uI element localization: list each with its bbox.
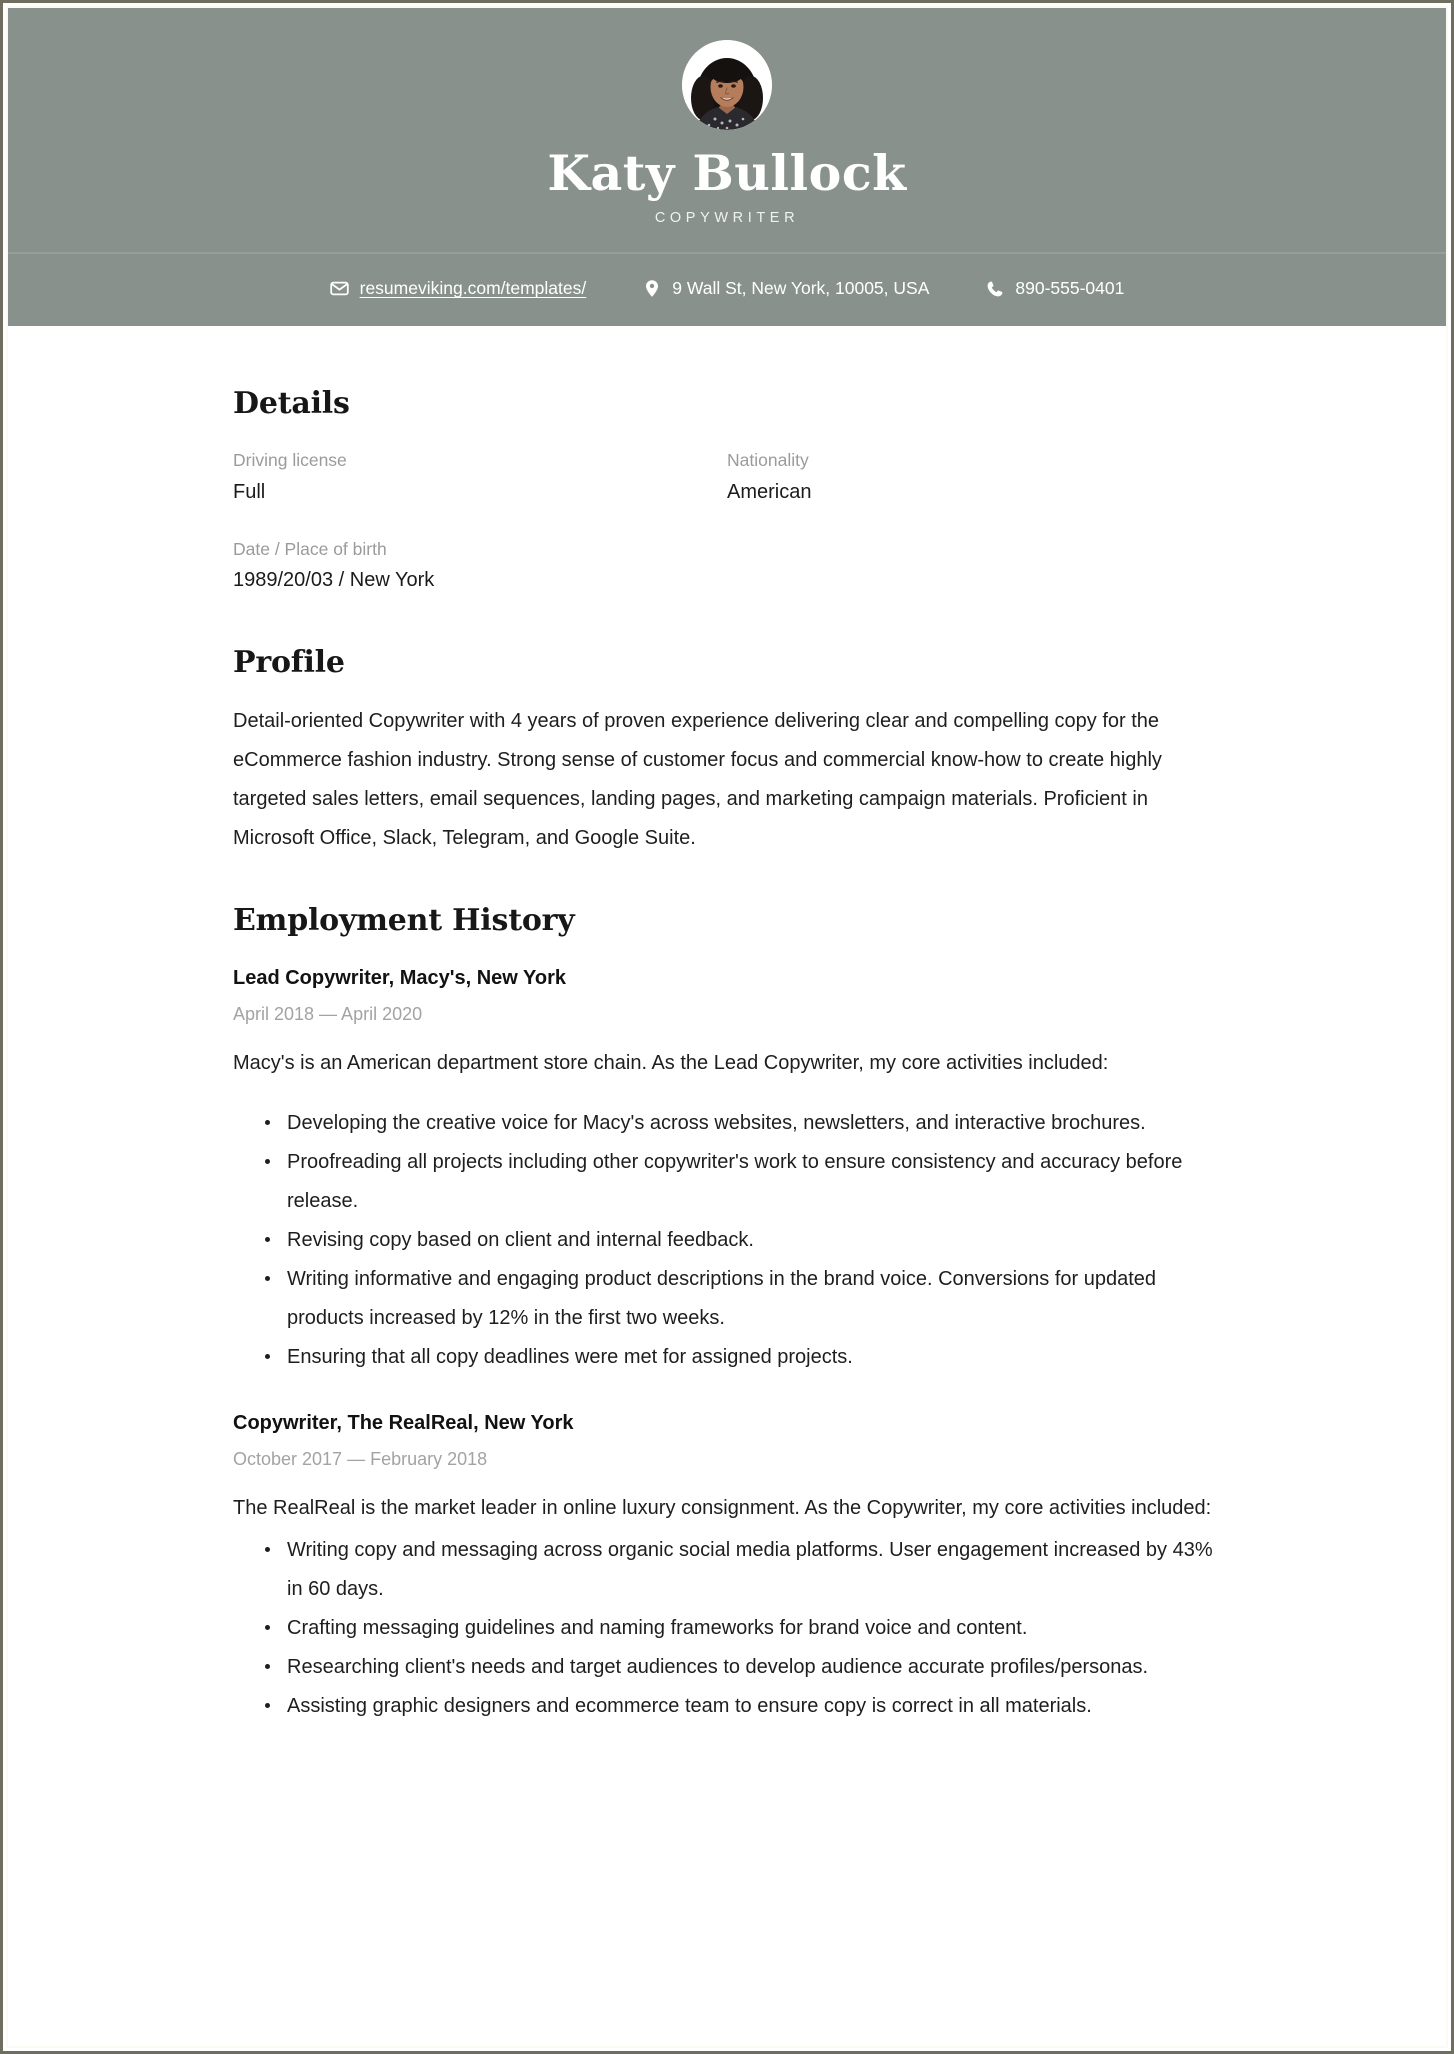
phone-text: 890-555-0401 [1015,278,1125,299]
page-title: Katy Bullock [547,144,907,202]
list-item: Proofreading all projects including other copywriter's work to ensure consistency and accuracy before release. [261,1143,1221,1221]
detail-nationality [727,447,1221,506]
map-pin-icon [642,279,661,298]
detail-value: American [727,480,812,503]
profile-heading: Profile [233,644,345,680]
envelope-icon [330,279,349,298]
list-item: Ensuring that all copy deadlines were met for assigned projects. [261,1338,1221,1377]
address-text: 9 Wall St, New York, 10005, USA [672,278,930,299]
detail-value: 1989/20/03 / New York [233,568,435,591]
job-dates: April 2018 — April 2020 [233,1003,423,1024]
contact-phone [985,278,1124,299]
details-section [233,386,1221,595]
job-entry [233,1409,1221,1726]
list-item: Researching client's needs and target audiences to develop audience accurate profiles/personas. [261,1648,1221,1687]
job-heading: Copywriter, The RealReal, New York [233,1412,574,1435]
avatar [682,40,772,130]
employment-section [233,903,1221,1726]
list-item: Crafting messaging guidelines and naming frameworks for brand voice and content. [261,1609,1221,1648]
job-bullets [233,1104,1221,1377]
detail-label: Nationality [727,450,809,471]
job-bullets [233,1531,1221,1726]
job-heading: Lead Copywriter, Macy's, New York [233,966,567,989]
list-item: Revising copy based on client and internal feedback. [261,1221,1221,1260]
website-link[interactable]: resumeviking.com/templates/ [359,278,587,299]
list-item: Writing copy and messaging across organic social media platforms. User engagement increased by 43% in 60 days. [261,1531,1221,1609]
detail-label: Date / Place of birth [233,538,387,559]
employment-heading: Employment History [233,902,575,938]
list-item: Assisting graphic designers and ecommerce team to ensure copy is correct in all materials. [261,1687,1221,1726]
resume-page-inner [6,6,1448,2048]
contact-website[interactable] [330,278,587,299]
job-entry [233,964,1221,1377]
detail-birth [233,536,727,595]
detail-driving-license [233,447,727,506]
list-item: Developing the creative voice for Macy's across websites, newsletters, and interactive brochures. [261,1104,1221,1143]
detail-label: Driving license [233,450,347,471]
job-dates: October 2017 — February 2018 [233,1449,488,1470]
contact-bar [8,254,1446,326]
phone-icon [985,279,1004,298]
detail-value: Full [233,480,266,503]
contact-address [642,278,929,299]
list-item: Writing informative and engaging product descriptions in the brand voice. Conversions for updated products increased by 12% in the first two weeks. [261,1260,1221,1338]
details-grid [233,447,1221,595]
job-title: COPYWRITER [654,210,800,227]
profile-text: Detail-oriented Copywriter with 4 years of proven experience delivering clear and compelling copy for the eCommerce fashion industry. Strong sense of customer focus and commercial know-how to create highly targeted sales letters, email sequences, landing pages, and marketing campaign materials. Proficient in Microsoft Office, Slack, Telegram, and Google Suite. [233,709,1162,849]
profile-section [233,645,1221,858]
resume-header [8,8,1446,252]
job-summary: Macy's is an American department store chain. As the Lead Copywriter, my core activities included: [233,1052,1109,1075]
details-heading: Details [233,386,350,422]
job-summary: The RealReal is the market leader in online luxury consignment. As the Copywriter, my core activities included: [233,1497,1212,1520]
resume-body [8,326,1446,1726]
detail-empty [727,536,1221,595]
